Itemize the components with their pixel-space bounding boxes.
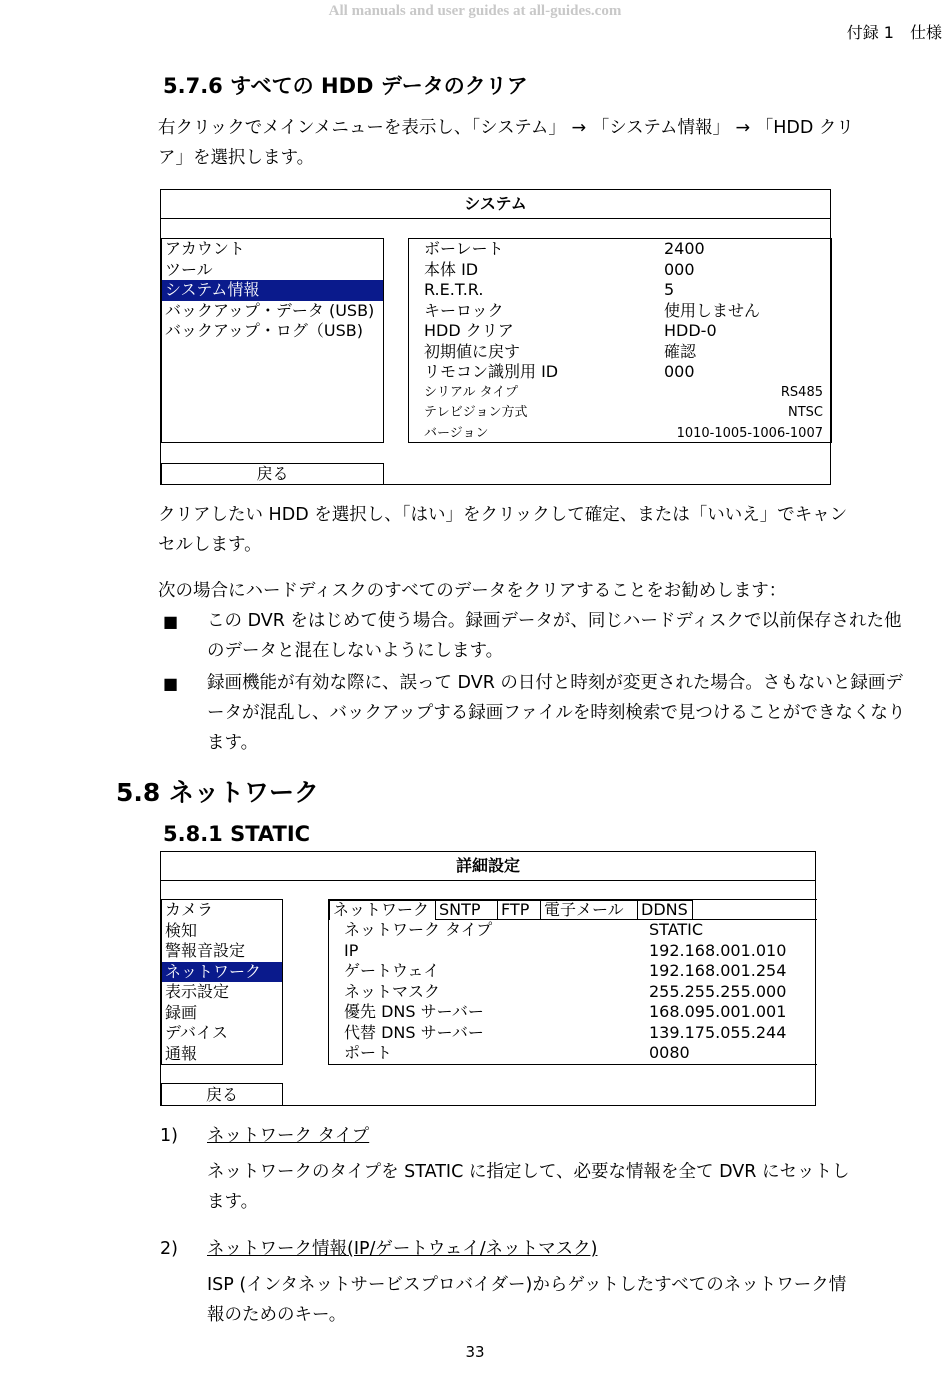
setting-label: 代替 DNS サーバー (344, 1022, 484, 1042)
menu-item[interactable]: 検知 (165, 920, 198, 940)
info-value: NTSC (788, 405, 823, 420)
setting-value[interactable]: 2400 (664, 239, 705, 258)
setting-label: R.E.T.R. (424, 280, 484, 299)
section-title-581: 5.8.1 STATIC (163, 822, 311, 846)
setting-label: IP (344, 940, 359, 960)
bullet2-line1: 録画機能が有効な際に、誤って DVR の日付と時刻が変更された場合。さもないと録画デ (207, 673, 903, 693)
setting-value[interactable]: 確認 (664, 341, 697, 361)
page-header: 付録 1 仕様 (846, 23, 942, 42)
bullet2-line2: ータが混乱し、バックアップする録画ファイルを時刻検索で見つけることができなくなり (207, 703, 906, 723)
setting-value[interactable]: 5 (664, 280, 675, 299)
clear-line-2: セルします。 (158, 535, 262, 555)
tab[interactable]: ネットワーク (329, 900, 436, 920)
setting-label: ネットマスク (344, 981, 441, 1001)
back-button[interactable]: 戻る (161, 463, 384, 485)
setting-label: 初期値に戻す (424, 341, 521, 361)
note1-line1: ネットワークのタイプを STATIC に指定して、必要な情報を全て DVR にセットし (207, 1162, 850, 1182)
setting-value[interactable]: HDD-0 (664, 321, 717, 340)
menu-item[interactable]: 録画 (165, 1002, 198, 1022)
info-label: テレビジョン方式 (424, 405, 528, 420)
intro-line-2: ア」を選択します。 (158, 148, 315, 168)
intro-line-1: 右クリックでメインメニューを表示し、「システム」 → 「システム情報」 → 「HDD クリ (158, 118, 854, 138)
info-value: 1010-1005-1006-1007 (676, 425, 823, 441)
recommend-text: 次の場合にハードディスクのすべてのデータをクリアすることをお勧めします： (158, 581, 787, 601)
back-button[interactable]: 戻る (161, 1083, 283, 1106)
setting-label: ゲートウェイ (344, 961, 440, 980)
dialog-title: システム (161, 190, 830, 219)
page-number: 33 (465, 1343, 485, 1361)
setting-label: キーロック (424, 300, 504, 320)
setting-value[interactable]: 255.255.255.000 (649, 981, 787, 1001)
tab-divider (435, 919, 817, 920)
menu-item[interactable]: 通報 (165, 1043, 198, 1063)
bullet2-line3: ます。 (207, 733, 259, 753)
settings-menu (161, 899, 283, 1065)
menu-item[interactable]: バックアップ・ログ（USB) (165, 321, 363, 340)
tab[interactable]: FTP (497, 900, 541, 920)
setting-label: 優先 DNS サーバー (344, 1002, 484, 1021)
note1-number: 1) (160, 1126, 178, 1146)
tab[interactable]: SNTP (435, 900, 498, 920)
system-menu (161, 238, 384, 443)
menu-item[interactable]: アカウント (165, 239, 245, 258)
setting-value[interactable]: STATIC (649, 920, 704, 939)
bullet1-line1: この DVR をはじめて使う場合。録画データが、同じハードディスクで以前保存された他 (207, 611, 902, 631)
clear-line-1: クリアしたい HDD を選択し、「はい」をクリックして確定、または「いいえ」でキャン (158, 505, 848, 525)
setting-value[interactable]: 0080 (649, 1043, 690, 1062)
tab[interactable]: DDNS (637, 900, 693, 920)
note2-number: 2) (160, 1239, 178, 1259)
setting-value[interactable]: 000 (664, 259, 695, 279)
setting-value[interactable]: 192.168.001.010 (649, 940, 787, 960)
setting-value[interactable]: 139.175.055.244 (649, 1022, 787, 1042)
note2-line1: ISP (インタネットサービスプロバイダー)からゲットしたすべてのネットワーク情 (207, 1275, 847, 1295)
setting-label: 本体 ID (424, 259, 479, 279)
network-panel (328, 899, 817, 1065)
menu-item[interactable]: ネットワーク (162, 962, 282, 983)
menu-item[interactable]: バックアップ・データ (USB) (165, 300, 375, 320)
menu-item[interactable]: システム情報 (162, 280, 383, 301)
dialog-title: 詳細設定 (161, 852, 815, 881)
info-label: シリアル タイプ (424, 384, 518, 400)
menu-item[interactable]: 表示設定 (165, 982, 230, 1001)
setting-value[interactable]: 000 (664, 362, 695, 381)
menu-item[interactable]: デバイス (165, 1023, 228, 1042)
menu-item[interactable]: 警報音設定 (165, 941, 246, 960)
section-title-58: 5.8 ネットワーク (116, 778, 319, 807)
note1-line2: ます。 (207, 1192, 259, 1212)
watermark: All manuals and user guides at all-guides.com (328, 3, 622, 19)
bullet-icon: ■ (163, 612, 179, 631)
info-label: バージョン (424, 425, 489, 441)
system-dialog (160, 189, 831, 485)
network-dialog (160, 851, 816, 1106)
setting-label: ボーレート (424, 239, 504, 258)
setting-label: HDD クリア (424, 321, 514, 340)
setting-label: リモコン識別用 ID (424, 362, 559, 381)
setting-value[interactable]: 使用しません (664, 300, 761, 320)
note1-title: ネットワーク タイプ (207, 1126, 370, 1146)
bullet1-line2: のデータと混在しないようにします。 (207, 641, 504, 661)
setting-value[interactable]: 168.095.001.001 (649, 1002, 787, 1021)
setting-value[interactable]: 192.168.001.254 (649, 961, 787, 980)
note2-line2: 報のためのキー。 (207, 1305, 347, 1325)
setting-label: ネットワーク タイプ (344, 920, 493, 939)
setting-label: ポート (344, 1043, 393, 1062)
section-title-576: 5.7.6 すべての HDD データのクリア (163, 74, 528, 98)
menu-item[interactable]: ツール (165, 259, 213, 279)
tab[interactable]: 電子メール (540, 900, 638, 920)
menu-item[interactable]: カメラ (165, 900, 214, 919)
system-info-panel (408, 238, 832, 443)
info-value: RS485 (780, 384, 823, 400)
note2-title: ネットワーク情報(IP/ゲートウェイ/ネットマスク) (207, 1239, 598, 1259)
bullet-icon: ■ (163, 674, 179, 693)
